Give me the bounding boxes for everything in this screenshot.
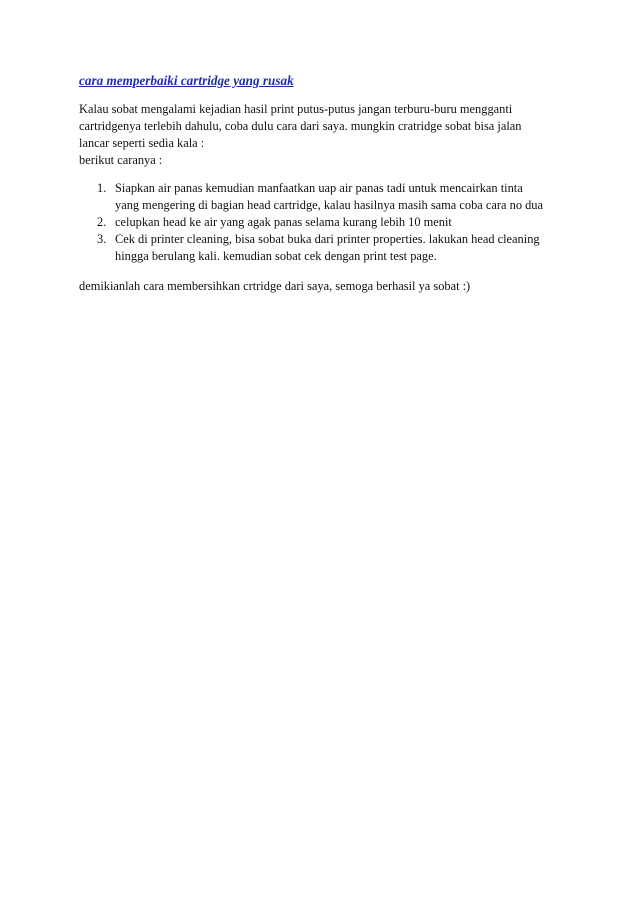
intro-line: cartridgenya terlebih dahulu, coba dulu cara dari saya. mungkin cratridge sobat bisa jalan [79, 119, 522, 133]
step-item-1 [79, 180, 569, 214]
intro-line: lancar seperti sedia kala : [79, 136, 205, 150]
intro-line: berikut caranya : [79, 153, 163, 167]
closing-paragraph: demikianlah cara membersihkan crtridge dari saya, semoga berhasil ya sobat :) [79, 279, 471, 293]
step-item-3 [79, 231, 569, 265]
step-number: 1. [97, 181, 107, 195]
document-body [79, 72, 569, 295]
article-title-link[interactable]: cara memperbaiki cartridge yang rusak [79, 73, 294, 88]
step-text-line: Siapkan air panas kemudian manfaatkan uap air panas tadi untuk mencairkan tinta [115, 181, 523, 195]
step-text-line: yang mengering di bagian head cartridge, kalau hasilnya masih sama coba cara no dua [115, 198, 543, 212]
intro-line: Kalau sobat mengalami kejadian hasil print putus-putus jangan terburu-buru mengganti [79, 102, 513, 116]
step-number: 3. [97, 232, 107, 246]
step-number: 2. [97, 215, 107, 229]
step-text-line: Cek di printer cleaning, bisa sobat buka dari printer properties. lakukan head cleaning [115, 232, 540, 246]
steps-list [79, 180, 569, 265]
step-text-line: hingga berulang kali. kemudian sobat cek dengan print test page. [115, 249, 437, 263]
step-item-2 [79, 214, 569, 231]
step-text-line: celupkan head ke air yang agak panas selama kurang lebih 10 menit [115, 215, 452, 229]
intro-paragraph [79, 101, 569, 169]
